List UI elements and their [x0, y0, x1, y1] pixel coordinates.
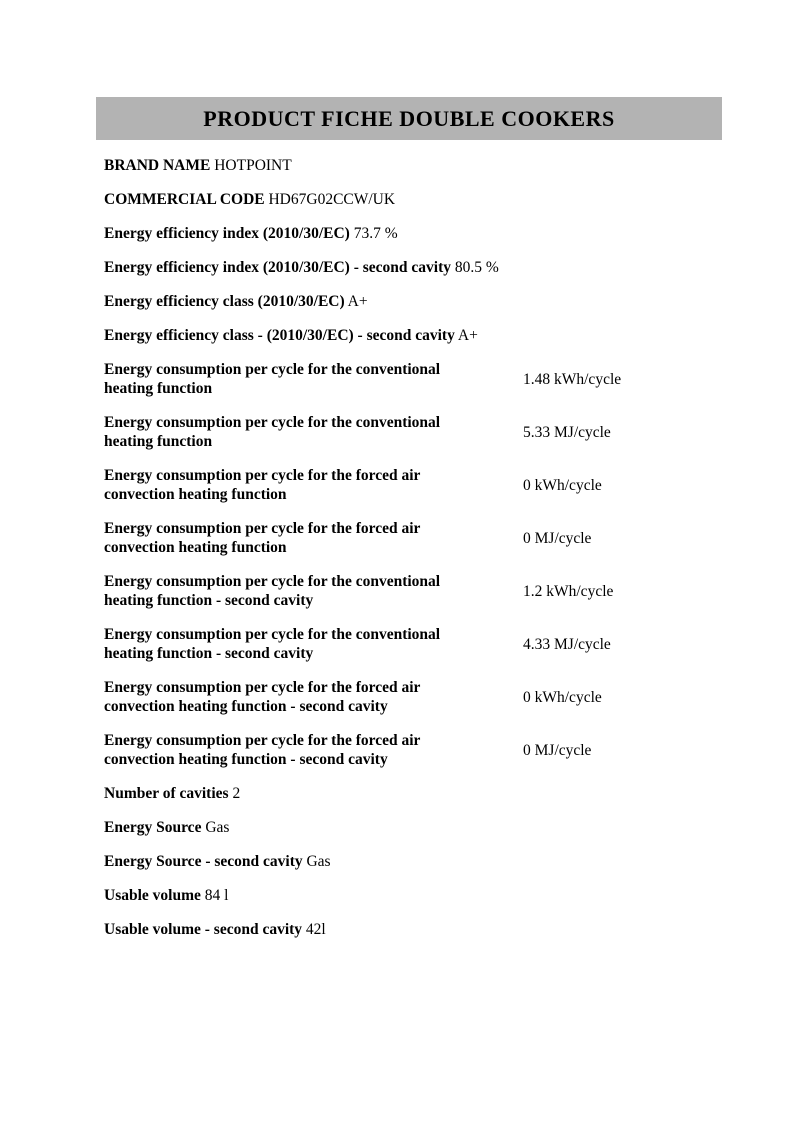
field-row-brand-name [104, 156, 718, 175]
field-label: Energy consumption per cycle for the conventional heating function - second cavity [104, 573, 441, 609]
field-value: 4.33 MJ/cycle [523, 635, 611, 653]
field-value: 0 MJ/cycle [523, 741, 592, 759]
title-bar [96, 97, 722, 140]
field-row-commercial-code [104, 190, 718, 209]
field-label: Energy efficiency index (2010/30/EC) - second cavity [104, 259, 451, 276]
fiche-content [96, 156, 722, 939]
field-label: Energy Source [104, 819, 202, 836]
field-value: 0 MJ/cycle [523, 529, 592, 547]
field-value: 0 kWh/cycle [523, 476, 602, 494]
field-row-energy-efficiency-index-second-cavity [104, 258, 718, 277]
field-row-usable-volume [104, 886, 718, 905]
field-row-consumption-forced-air-second-cavity-mj [104, 731, 718, 769]
field-value: 5.33 MJ/cycle [523, 423, 611, 441]
field-label: Energy consumption per cycle for the conventional heating function [104, 361, 441, 397]
field-value: Gas [306, 853, 331, 870]
field-label: COMMERCIAL CODE [104, 191, 265, 208]
field-value: 2 [232, 785, 241, 802]
field-row-energy-efficiency-index [104, 224, 718, 243]
field-row-consumption-forced-air-mj [104, 519, 718, 557]
field-label: BRAND NAME [104, 157, 211, 174]
field-row-consumption-forced-air-second-cavity-kwh [104, 678, 718, 716]
field-row-consumption-conventional-second-cavity-mj [104, 625, 718, 663]
field-label: Energy efficiency class - (2010/30/EC) - second cavity [104, 327, 455, 344]
field-row-energy-efficiency-class [104, 292, 718, 311]
field-label: Energy consumption per cycle for the conventional heating function - second cavity [104, 626, 441, 662]
field-row-usable-volume-second-cavity [104, 920, 718, 939]
field-value: A+ [457, 327, 478, 344]
field-label: Energy Source - second cavity [104, 853, 303, 870]
field-label: Usable volume [104, 887, 201, 904]
field-label: Energy efficiency index (2010/30/EC) [104, 225, 350, 242]
field-value: A+ [347, 293, 368, 310]
field-label: Energy consumption per cycle for the forced air convection heating function [104, 467, 421, 503]
field-value: 1.2 kWh/cycle [523, 582, 614, 600]
field-value: Gas [205, 819, 230, 836]
field-value: 84 l [204, 887, 229, 904]
field-value: 0 kWh/cycle [523, 688, 602, 706]
product-fiche [96, 97, 722, 954]
field-label: Energy consumption per cycle for the forced air convection heating function - second cavity [104, 679, 421, 715]
field-row-number-of-cavities [104, 784, 718, 803]
field-row-energy-efficiency-class-second-cavity [104, 326, 718, 345]
field-label: Energy consumption per cycle for the forced air convection heating function - second cavity [104, 732, 421, 768]
field-row-energy-source [104, 818, 718, 837]
field-row-energy-source-second-cavity [104, 852, 718, 871]
field-label: Number of cavities [104, 785, 229, 802]
field-value: 42l [305, 921, 326, 938]
page-title: PRODUCT FICHE DOUBLE COOKERS [203, 105, 615, 131]
field-value: 73.7 % [353, 225, 398, 242]
field-value: HOTPOINT [214, 157, 292, 174]
field-value: 1.48 kWh/cycle [523, 370, 622, 388]
field-label: Energy consumption per cycle for the conventional heating function [104, 414, 441, 450]
field-row-consumption-conventional-kwh [104, 360, 718, 398]
field-row-consumption-conventional-second-cavity-kwh [104, 572, 718, 610]
field-label: Energy consumption per cycle for the forced air convection heating function [104, 520, 421, 556]
field-label: Energy efficiency class (2010/30/EC) [104, 293, 345, 310]
field-label: Usable volume - second cavity [104, 921, 303, 938]
field-value: 80.5 % [454, 259, 499, 276]
field-row-consumption-forced-air-kwh [104, 466, 718, 504]
field-row-consumption-conventional-mj [104, 413, 718, 451]
field-value: HD67G02CCW/UK [268, 191, 396, 208]
